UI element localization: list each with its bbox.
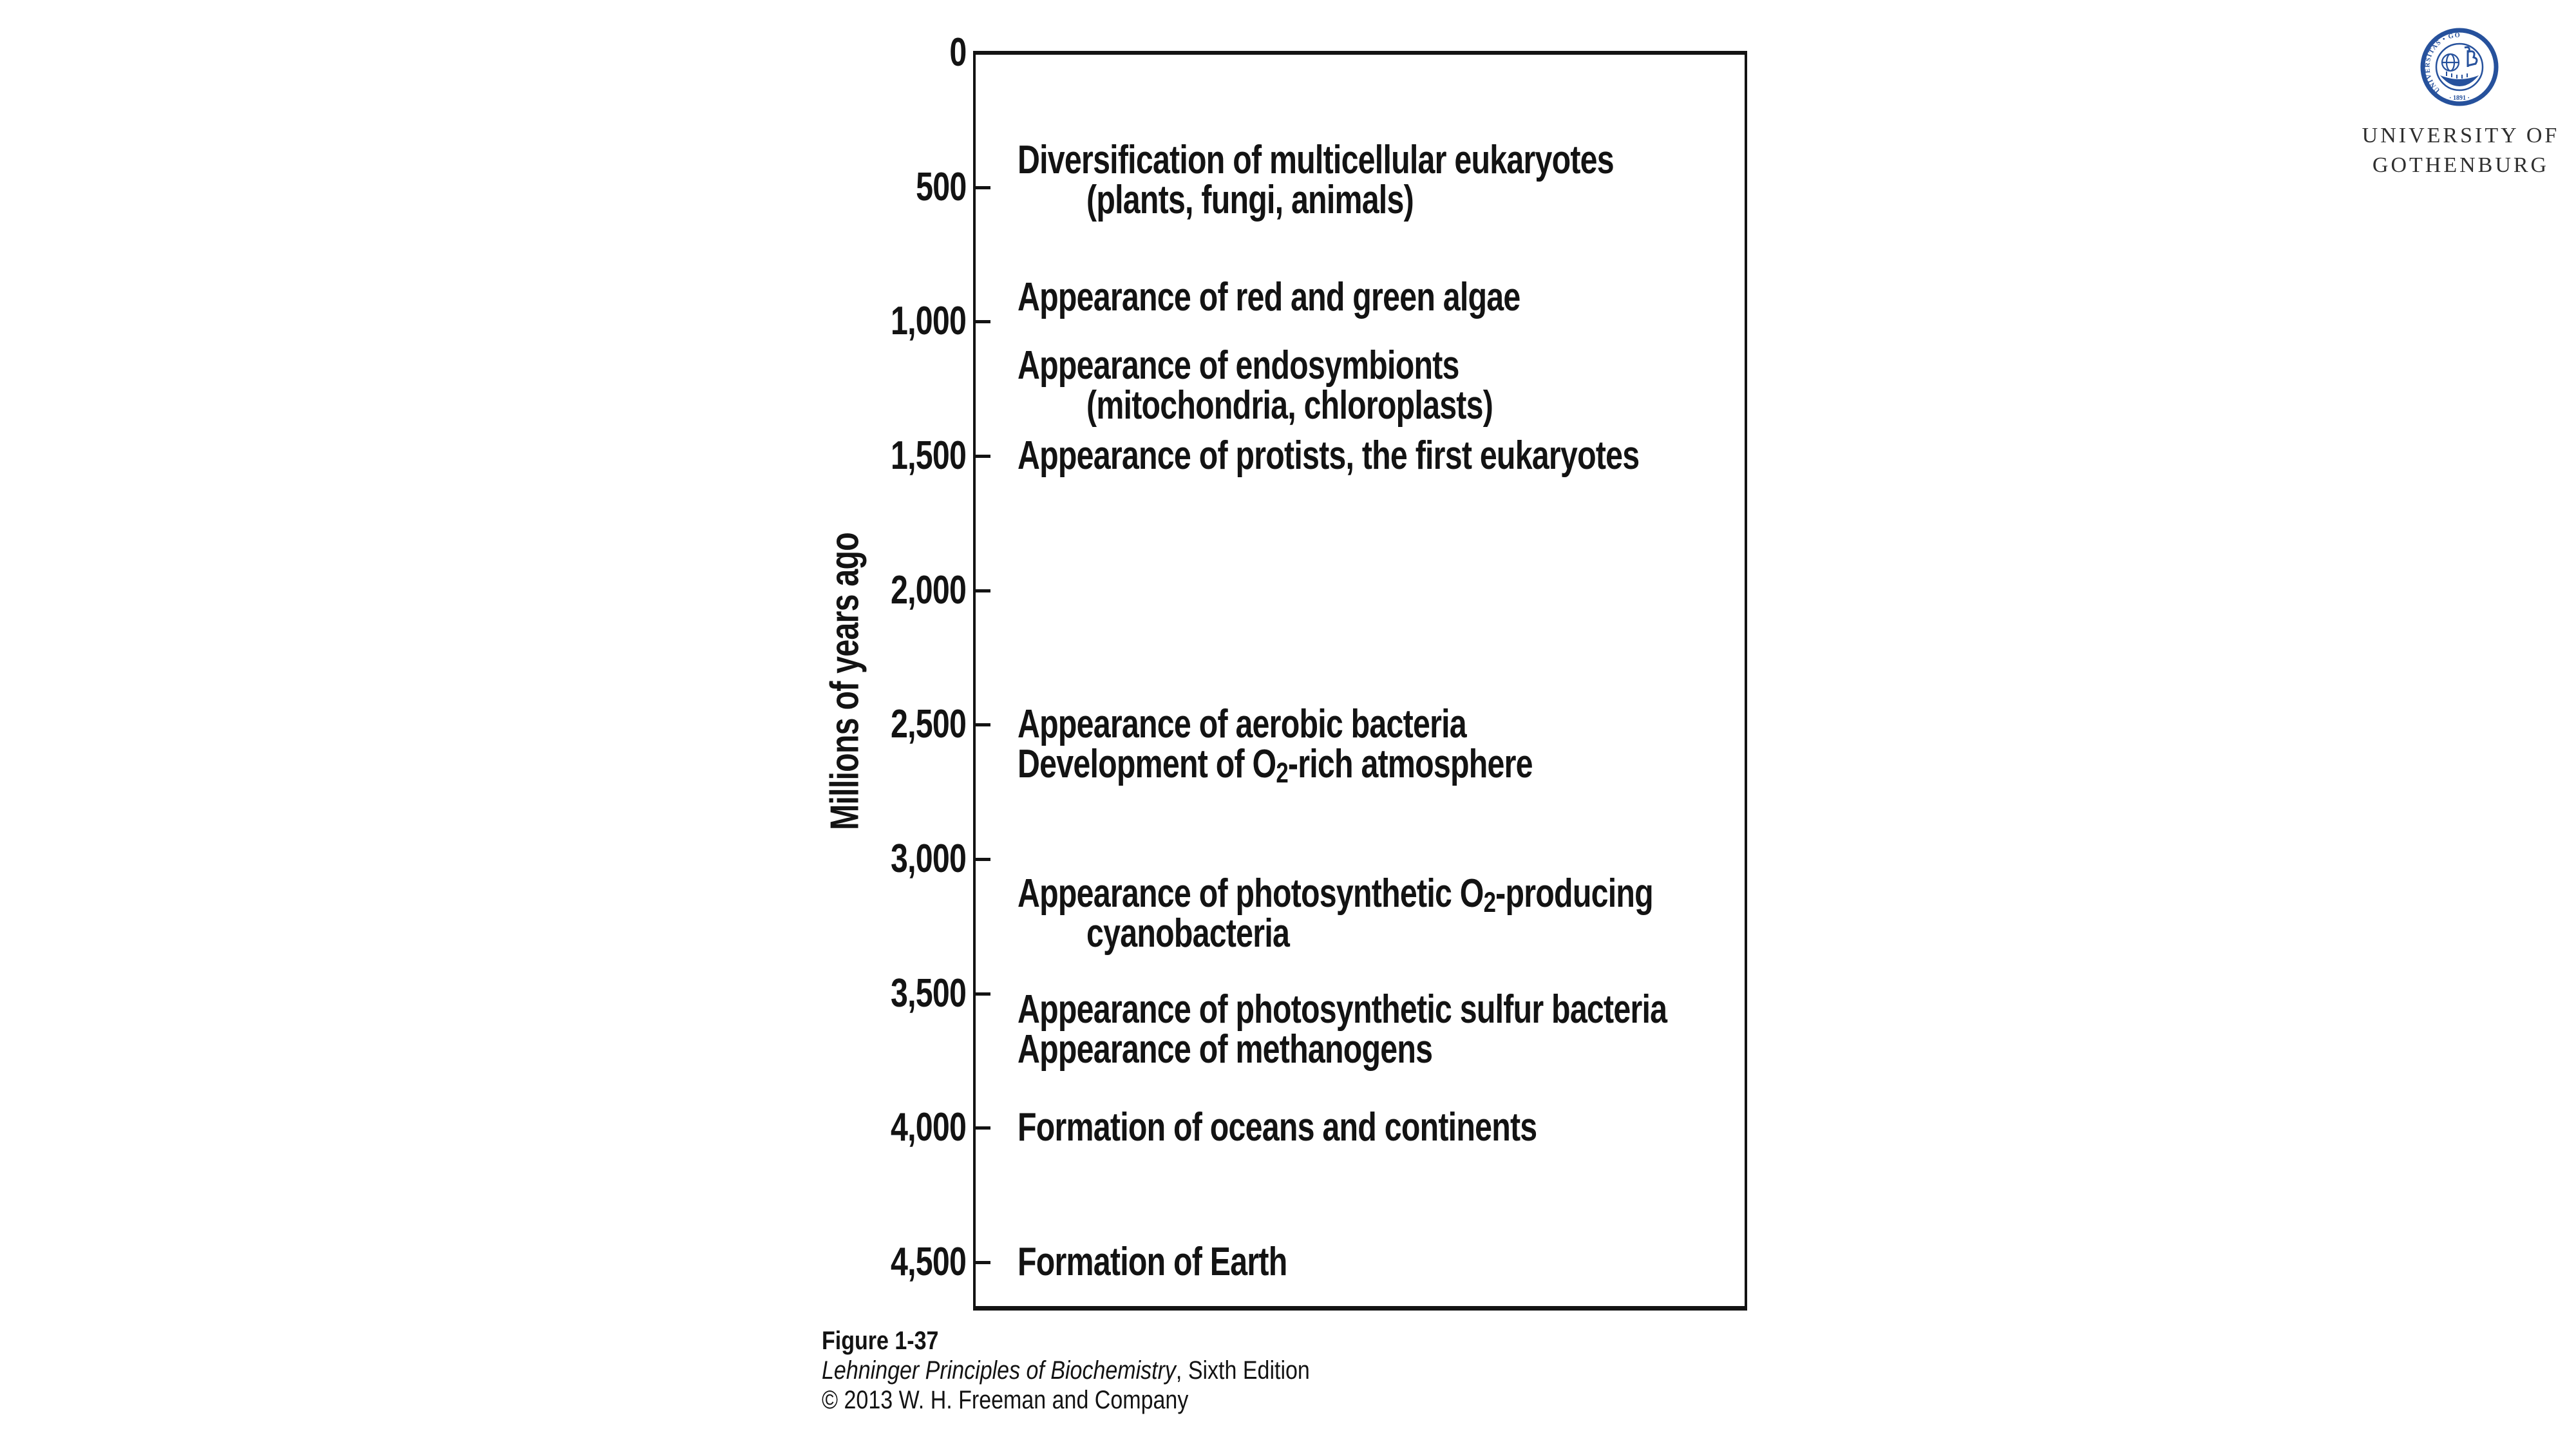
figure-label-text: Figure 1-37 (822, 1327, 939, 1355)
timeline-event-line: Appearance of endosymbionts (1018, 343, 1459, 388)
university-wordmark-line2: GOTHENBURG (2372, 153, 2550, 177)
seal-year: · 1891 · (2449, 95, 2470, 102)
timeline-event-line: Appearance of protists, the first eukaryotes (1018, 433, 1640, 478)
axis-tick-label: 1,000 (890, 299, 966, 344)
axis-tick-mark (976, 992, 990, 996)
timeline-event-line: (mitochondria, chloroplasts) (1086, 383, 1493, 428)
figure-label (822, 1326, 1396, 1356)
timeline-event-line: Formation of Earth (1018, 1240, 1287, 1284)
timeline-event (1018, 343, 1607, 428)
axis-tick-label: 2,500 (890, 702, 966, 747)
timeline-event-line: Appearance of photosynthetic sulfur bacteria (1018, 987, 1667, 1032)
axis-tick-mark (976, 320, 990, 323)
axis-tick-mark (976, 589, 990, 592)
seal-ring-text: UNIVERSITAS • GOTHOBURGENSIS (2424, 32, 2463, 94)
subscript-2: 2 (1276, 757, 1288, 790)
seal-outer-ring (2423, 30, 2496, 104)
university-wordmark (2332, 121, 2576, 180)
axis-tick-mark (976, 858, 990, 861)
timeline-event (1018, 702, 1678, 790)
book-title-line (822, 1356, 1396, 1385)
axis-tick-label: 4,500 (890, 1240, 966, 1284)
timeline-event-line: Appearance of red and green algae (1018, 274, 1520, 319)
timeline-event (1018, 137, 1782, 222)
axis-tick-mark (976, 455, 990, 458)
timeline-event (1018, 433, 1815, 478)
timeline-event-line: Diversification of multicellular eukaryotes (1018, 137, 1614, 182)
axis-tick-label: 3,500 (890, 971, 966, 1016)
seal-ship-hull (2440, 75, 2479, 86)
timeline-event (1018, 1105, 1683, 1150)
figure-caption (822, 1326, 1396, 1415)
timeline-event-line: Appearance of aerobic bacteria (1018, 702, 1466, 747)
axis-tick-label: 3,000 (890, 837, 966, 881)
timeline-event-line: Formation of oceans and continents (1018, 1105, 1537, 1150)
timeline-event-line: cyanobacteria (1086, 911, 1290, 956)
book-title: Lehninger Principles of Biochemistry (822, 1356, 1176, 1385)
seal-globe (2442, 54, 2459, 71)
timeline-event (1018, 1242, 1363, 1282)
axis-tick-mark (976, 186, 990, 189)
axis-tick-mark (976, 723, 990, 726)
axis-tick-mark (976, 1126, 990, 1130)
axis-tick-label: 500 (915, 164, 966, 209)
subscript-2: 2 (1483, 887, 1496, 919)
gothenburg-seal-icon (2420, 27, 2499, 107)
timeline-event (1018, 871, 1832, 956)
timeline-event (1018, 987, 1850, 1072)
axis-tick-label: 4,000 (890, 1105, 966, 1150)
timeline-event-line: (plants, fungi, animals) (1086, 177, 1414, 222)
seal-ship-oars (2447, 71, 2467, 79)
timeline-event-line: Appearance of methanogens (1018, 1027, 1433, 1072)
timeline-event-line: Appearance of photosynthetic $O_2$-producing (1018, 871, 1653, 919)
axis-tick-mark (976, 1261, 990, 1264)
copyright-text: © 2013 W. H. Freeman and Company (822, 1386, 1189, 1414)
axis-tick-label: 0 (949, 30, 966, 75)
copyright-line (822, 1385, 1396, 1415)
timeline-event-line: Development of $O_2$-rich atmosphere (1018, 742, 1533, 790)
timeline-event (1018, 274, 1662, 319)
book-edition: , Sixth Edition (1175, 1356, 1310, 1385)
axis-tick-label: 2,000 (890, 567, 966, 612)
axis-tick-label: 1,500 (890, 433, 966, 478)
university-wordmark-line1: UNIVERSITY OF (2362, 124, 2560, 147)
y-axis-title: Millions of years ago (822, 533, 867, 830)
